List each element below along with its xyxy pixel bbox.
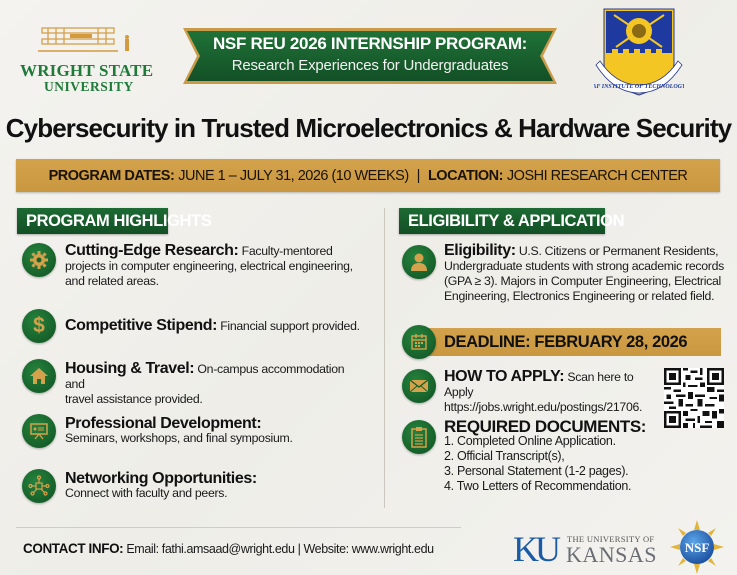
required-documents xyxy=(444,419,704,494)
highlight-body-inline: On-campus accommodation and xyxy=(65,362,345,391)
wright-flyer-icon xyxy=(38,25,133,55)
network-icon xyxy=(22,469,56,503)
how-to-apply xyxy=(444,369,664,415)
svg-text:AF INSTITUTE OF TECHNOLOGY: AF INSTITUTE OF TECHNOLOGY xyxy=(594,84,684,90)
contact-text: Email: fathi.amsaad@wright.edu | Website: www.wright.edu xyxy=(126,542,434,556)
location-value: JOSHI RESEARCH CENTER xyxy=(506,167,688,184)
nsf-text: NSF xyxy=(684,540,710,555)
eligibility-body: Undergraduate students with strong academic records (GPA ≥ 3). Majors in Computer Engineering, Electrical Engineering, Electronics Engineering or related field. xyxy=(444,259,724,303)
contact-label: CONTACT INFO: xyxy=(23,541,124,556)
highlight-body: Seminars, workshops, and final symposium. xyxy=(65,431,293,445)
eligibility-body-inline: U.S. Citizens or Permanent Residents, xyxy=(518,244,719,258)
banner-title: NSF REU 2026 INTERNSHIP PROGRAM: xyxy=(212,34,528,53)
program-dates-bar xyxy=(16,159,720,192)
gear-icon xyxy=(22,243,56,277)
ku-big-text: KANSAS xyxy=(566,542,658,567)
person-icon xyxy=(402,245,436,279)
afit-shield-logo xyxy=(594,3,684,99)
clipboard-icon xyxy=(402,420,436,454)
highlight-body-inline: Financial support provided. xyxy=(220,319,360,333)
program-banner xyxy=(183,27,557,85)
house-icon xyxy=(22,359,56,393)
banner-subtitle: Research Experiences for Undergraduates xyxy=(231,57,509,74)
separator: | xyxy=(416,167,420,184)
eligibility-heading: ELIGIBILITY & APPLICATION xyxy=(399,208,605,234)
scan-text: Scan here to Apply xyxy=(444,370,634,399)
highlight-body: Connect with faculty and peers. xyxy=(65,486,228,500)
footer-divider xyxy=(16,527,461,528)
highlight-body: travel assistance provided. xyxy=(65,392,203,406)
dates-label: PROGRAM DATES: xyxy=(48,167,175,184)
ku-logo xyxy=(513,529,658,569)
location-label: LOCATION: xyxy=(427,167,503,184)
highlight-development xyxy=(65,416,365,446)
ku-mark: KU xyxy=(513,529,557,569)
apply-url[interactable]: https://jobs.wright.edu/postings/21706. xyxy=(444,400,643,414)
dates-value: JUNE 1 – JULY 31, 2026 (10 WEEKS) xyxy=(178,167,409,184)
contact-info xyxy=(23,541,434,556)
highlight-lead: Professional Development: xyxy=(65,415,262,432)
apply-lead: HOW TO APPLY: xyxy=(444,368,565,385)
document-item: 4. Two Letters of Recommendation. xyxy=(444,479,632,493)
documents-list xyxy=(444,434,704,494)
dollar-icon: $ xyxy=(22,309,56,343)
highlight-lead: Housing & Travel: xyxy=(65,360,195,377)
document-item: 2. Official Transcript(s), xyxy=(444,449,565,463)
presentation-icon xyxy=(22,414,56,448)
highlight-stipend xyxy=(65,318,365,334)
wright-state-logo xyxy=(16,25,154,95)
nsf-logo xyxy=(670,520,724,574)
eligibility-lead: Eligibility: xyxy=(444,242,516,259)
highlight-body-inline: Faculty-mentored xyxy=(241,244,333,258)
highlight-lead: Competitive Stipend: xyxy=(65,317,218,334)
eligibility-item xyxy=(444,243,724,304)
afit-shield-icon xyxy=(594,3,684,99)
ku-small-text: THE UNIVERSITY OF xyxy=(567,534,655,544)
envelope-icon xyxy=(402,369,436,403)
highlight-networking xyxy=(65,471,365,501)
highlight-lead: Cutting-Edge Research: xyxy=(65,242,239,259)
university-name-line1: WRIGHT STATE xyxy=(20,61,154,80)
document-item: 1. Completed Online Application. xyxy=(444,434,616,448)
documents-lead: REQUIRED DOCUMENTS: xyxy=(444,417,647,436)
highlight-housing xyxy=(65,361,365,407)
highlight-lead: Networking Opportunities: xyxy=(65,470,257,487)
university-name-line2: UNIVERSITY xyxy=(44,79,134,94)
highlight-body: projects in computer engineering, electrical engineering, and related areas. xyxy=(65,259,353,288)
calendar-icon xyxy=(402,325,436,359)
highlight-research xyxy=(65,243,365,289)
document-item: 3. Personal Statement (1-2 pages). xyxy=(444,464,629,478)
program-highlights-heading: PROGRAM HIGHLIGHTS xyxy=(17,208,168,234)
deadline-bar: DEADLINE: FEBRUARY 28, 2026 xyxy=(420,328,721,356)
page-title: Cybersecurity in Trusted Microelectronics & Hardware Security xyxy=(5,113,732,143)
column-divider xyxy=(384,208,385,508)
